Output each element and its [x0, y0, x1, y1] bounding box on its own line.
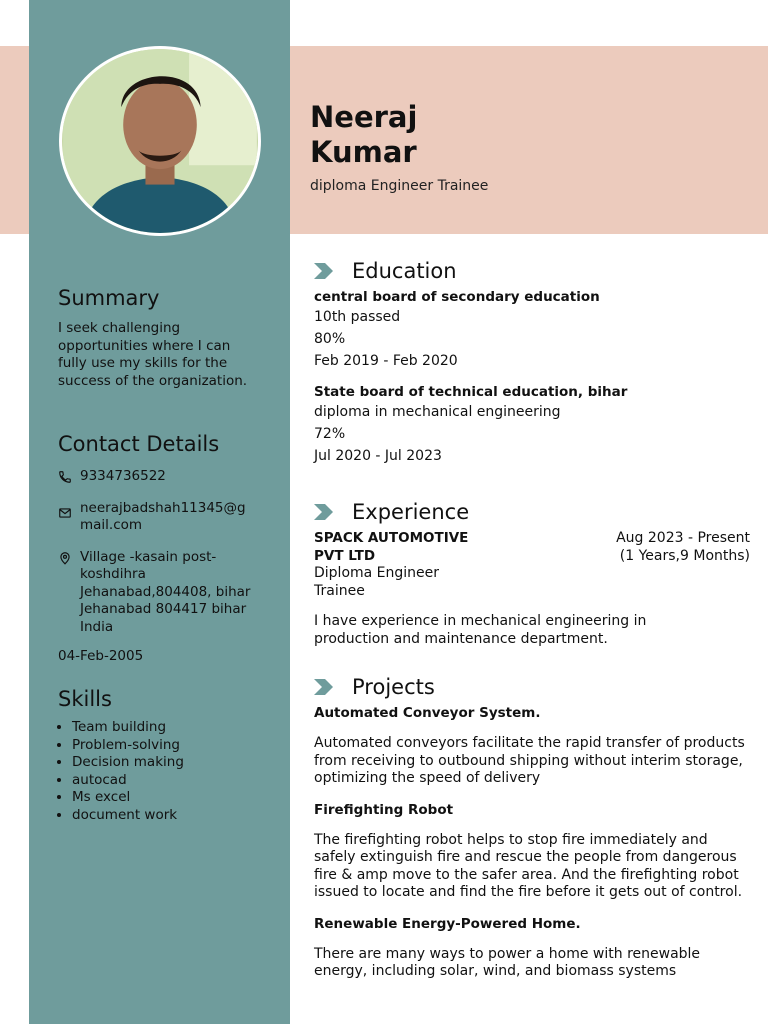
experience-title-line1: Diploma Engineer — [314, 565, 440, 581]
skills-heading: Skills — [58, 687, 112, 711]
education-score: 80% — [314, 331, 346, 347]
education-institution: State board of technical education, bihar — [314, 384, 628, 400]
experience-company-line1: SPACK AUTOMOTIVE — [314, 530, 469, 546]
education-institution: central board of secondary education — [314, 289, 600, 305]
summary-heading: Summary — [58, 286, 160, 310]
projects-heading: Projects — [352, 675, 435, 699]
project-title: Automated Conveyor System. — [314, 705, 541, 721]
education-score: 72% — [314, 426, 346, 442]
contact-heading: Contact Details — [58, 432, 220, 456]
skills-section — [58, 687, 273, 824]
projects-header — [314, 674, 750, 700]
profile-photo — [59, 46, 261, 236]
education-dates: Feb 2019 - Feb 2020 — [314, 353, 458, 369]
profile-photo-image — [62, 49, 258, 233]
project-title: Renewable Energy-Powered Home. — [314, 915, 581, 932]
skill-item: • Team building — [72, 719, 273, 737]
experience-left — [314, 529, 468, 600]
project-item — [314, 915, 750, 981]
project-description: The firefighting robot helps to stop fire immediately and safely extinguish fire and rescue the people from dangerous fire & amp move to the safer area. And the firefighting robot issued to locate and find the fire before it gets out of control. — [314, 831, 743, 900]
name-block — [310, 100, 488, 194]
skill-item: • Problem-solving — [72, 737, 273, 755]
date-of-birth: 04-Feb-2005 — [58, 648, 144, 664]
chevron-right-icon — [314, 504, 338, 520]
job-title: diploma Engineer Trainee — [310, 178, 489, 194]
experience-duration: (1 Years,9 Months) — [619, 548, 750, 564]
education-header — [314, 258, 750, 284]
skill-item: • Ms excel — [72, 789, 273, 807]
chevron-right-icon — [314, 263, 338, 279]
project-item — [314, 801, 750, 902]
skills-list — [58, 719, 273, 824]
experience-entry — [314, 529, 750, 600]
name-last: Kumar — [310, 135, 417, 169]
experience-description: I have experience in mechanical engineering in production and maintenance department. — [314, 613, 647, 647]
mail-icon — [58, 500, 80, 520]
projects-section — [314, 674, 750, 981]
contact-email[interactable] — [80, 500, 246, 535]
location-pin-icon — [58, 549, 80, 565]
summary-section — [58, 286, 273, 390]
phone-icon — [58, 468, 80, 484]
education-qualification: diploma in mechanical engineering — [314, 404, 561, 420]
contact-phone[interactable]: 9334736522 — [80, 468, 166, 484]
project-item — [314, 704, 750, 788]
experience-section — [314, 499, 750, 648]
project-title: Firefighting Robot — [314, 801, 454, 818]
skill-item: • document work — [72, 807, 273, 825]
experience-heading: Experience — [352, 500, 470, 524]
education-heading: Education — [352, 259, 457, 283]
contact-section — [58, 432, 273, 666]
education-section — [314, 258, 750, 467]
experience-header — [314, 499, 750, 525]
contact-email-line1: neerajbadshah11345@g — [80, 499, 246, 516]
contact-email-line2: mail.com — [80, 517, 143, 533]
chevron-right-icon — [314, 679, 338, 695]
education-entry — [314, 383, 750, 467]
skill-item: • Decision making — [72, 754, 273, 772]
education-qualification: 10th passed — [314, 309, 401, 325]
education-dates: Jul 2020 - Jul 2023 — [314, 448, 442, 464]
contact-address-row — [58, 549, 273, 637]
experience-company-line2: PVT LTD — [314, 548, 376, 564]
education-entry — [314, 288, 750, 372]
experience-title-line2: Trainee — [314, 582, 365, 599]
name-first: Neeraj — [310, 100, 418, 134]
skill-item: • autocad — [72, 772, 273, 790]
contact-phone-row — [58, 468, 273, 486]
experience-dates: Aug 2023 - Present — [616, 530, 750, 546]
contact-address: Village -kasain post-koshdihra Jehanabad,804408, bihar Jehanabad 804417 bihar India — [80, 548, 251, 635]
contact-email-row — [58, 500, 273, 535]
summary-text: I seek challenging opportunities where I can fully use my skills for the success of the organization. — [58, 320, 248, 389]
project-description: There are many ways to power a home with renewable energy, including solar, wind, and biomass systems — [314, 945, 701, 979]
experience-right — [616, 529, 750, 600]
project-description: Automated conveyors facilitate the rapid transfer of products from receiving to outbound shipping without interim storage, optimizing the speed of delivery — [314, 735, 745, 786]
